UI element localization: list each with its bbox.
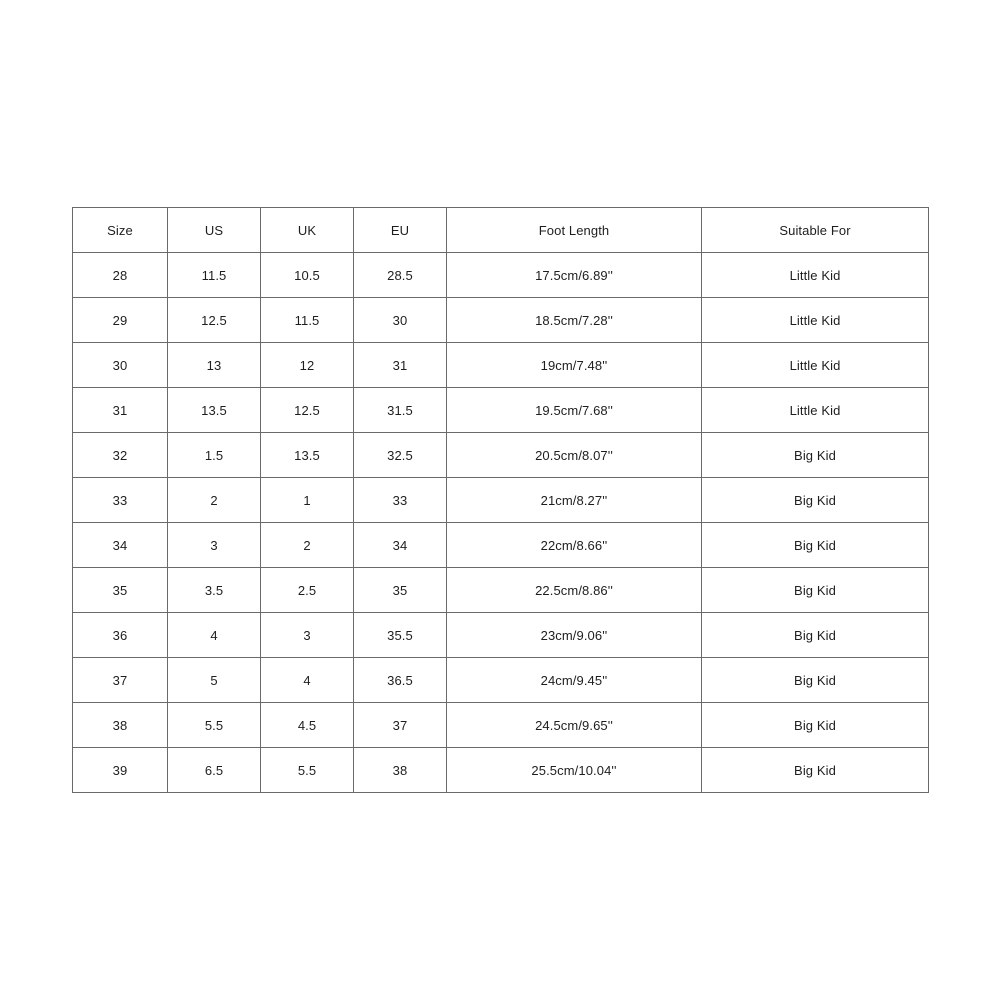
cell-us: 2 bbox=[168, 478, 261, 523]
cell-eu: 28.5 bbox=[354, 253, 447, 298]
cell-suitable-for: Big Kid bbox=[702, 433, 929, 478]
cell-eu: 34 bbox=[354, 523, 447, 568]
cell-foot-length: 22cm/8.66'' bbox=[447, 523, 702, 568]
cell-eu: 32.5 bbox=[354, 433, 447, 478]
cell-uk: 12.5 bbox=[261, 388, 354, 433]
cell-us: 13.5 bbox=[168, 388, 261, 433]
cell-eu: 31 bbox=[354, 343, 447, 388]
cell-uk: 12 bbox=[261, 343, 354, 388]
cell-uk: 4 bbox=[261, 658, 354, 703]
cell-uk: 2 bbox=[261, 523, 354, 568]
cell-suitable-for: Big Kid bbox=[702, 658, 929, 703]
header-size: Size bbox=[73, 208, 168, 253]
table-row bbox=[73, 478, 929, 523]
table-row bbox=[73, 343, 929, 388]
table-row bbox=[73, 748, 929, 793]
table-row bbox=[73, 658, 929, 703]
header-suitable-for: Suitable For bbox=[702, 208, 929, 253]
cell-foot-length: 19.5cm/7.68'' bbox=[447, 388, 702, 433]
cell-suitable-for: Big Kid bbox=[702, 478, 929, 523]
cell-suitable-for: Little Kid bbox=[702, 388, 929, 433]
cell-foot-length: 17.5cm/6.89'' bbox=[447, 253, 702, 298]
cell-uk: 1 bbox=[261, 478, 354, 523]
cell-size: 34 bbox=[73, 523, 168, 568]
cell-size: 31 bbox=[73, 388, 168, 433]
table-row bbox=[73, 568, 929, 613]
cell-us: 5.5 bbox=[168, 703, 261, 748]
cell-suitable-for: Big Kid bbox=[702, 523, 929, 568]
table-row bbox=[73, 298, 929, 343]
cell-suitable-for: Little Kid bbox=[702, 253, 929, 298]
cell-size: 35 bbox=[73, 568, 168, 613]
cell-size: 30 bbox=[73, 343, 168, 388]
cell-us: 3.5 bbox=[168, 568, 261, 613]
cell-us: 6.5 bbox=[168, 748, 261, 793]
cell-suitable-for: Big Kid bbox=[702, 748, 929, 793]
cell-eu: 35 bbox=[354, 568, 447, 613]
cell-eu: 36.5 bbox=[354, 658, 447, 703]
cell-eu: 30 bbox=[354, 298, 447, 343]
cell-size: 29 bbox=[73, 298, 168, 343]
cell-size: 33 bbox=[73, 478, 168, 523]
cell-suitable-for: Big Kid bbox=[702, 613, 929, 658]
cell-us: 4 bbox=[168, 613, 261, 658]
cell-us: 11.5 bbox=[168, 253, 261, 298]
cell-size: 39 bbox=[73, 748, 168, 793]
cell-uk: 3 bbox=[261, 613, 354, 658]
cell-eu: 35.5 bbox=[354, 613, 447, 658]
header-uk: UK bbox=[261, 208, 354, 253]
table-header-row bbox=[73, 208, 929, 253]
table-row bbox=[73, 523, 929, 568]
cell-size: 38 bbox=[73, 703, 168, 748]
cell-us: 3 bbox=[168, 523, 261, 568]
cell-suitable-for: Little Kid bbox=[702, 298, 929, 343]
cell-us: 13 bbox=[168, 343, 261, 388]
cell-foot-length: 23cm/9.06'' bbox=[447, 613, 702, 658]
cell-uk: 13.5 bbox=[261, 433, 354, 478]
cell-size: 37 bbox=[73, 658, 168, 703]
cell-uk: 11.5 bbox=[261, 298, 354, 343]
cell-suitable-for: Big Kid bbox=[702, 703, 929, 748]
table-row bbox=[73, 613, 929, 658]
cell-size: 32 bbox=[73, 433, 168, 478]
cell-suitable-for: Little Kid bbox=[702, 343, 929, 388]
table-row bbox=[73, 388, 929, 433]
header-us: US bbox=[168, 208, 261, 253]
cell-uk: 4.5 bbox=[261, 703, 354, 748]
cell-foot-length: 24.5cm/9.65'' bbox=[447, 703, 702, 748]
size-chart-table bbox=[72, 207, 929, 793]
header-eu: EU bbox=[354, 208, 447, 253]
cell-size: 36 bbox=[73, 613, 168, 658]
cell-uk: 5.5 bbox=[261, 748, 354, 793]
cell-eu: 37 bbox=[354, 703, 447, 748]
cell-eu: 38 bbox=[354, 748, 447, 793]
cell-size: 28 bbox=[73, 253, 168, 298]
cell-foot-length: 22.5cm/8.86'' bbox=[447, 568, 702, 613]
cell-foot-length: 21cm/8.27'' bbox=[447, 478, 702, 523]
cell-uk: 10.5 bbox=[261, 253, 354, 298]
table-row bbox=[73, 433, 929, 478]
cell-eu: 33 bbox=[354, 478, 447, 523]
cell-foot-length: 19cm/7.48'' bbox=[447, 343, 702, 388]
cell-us: 1.5 bbox=[168, 433, 261, 478]
cell-foot-length: 24cm/9.45'' bbox=[447, 658, 702, 703]
table-row bbox=[73, 253, 929, 298]
cell-foot-length: 25.5cm/10.04'' bbox=[447, 748, 702, 793]
cell-suitable-for: Big Kid bbox=[702, 568, 929, 613]
cell-us: 12.5 bbox=[168, 298, 261, 343]
table-row bbox=[73, 703, 929, 748]
cell-foot-length: 20.5cm/8.07'' bbox=[447, 433, 702, 478]
cell-eu: 31.5 bbox=[354, 388, 447, 433]
header-foot-length: Foot Length bbox=[447, 208, 702, 253]
cell-foot-length: 18.5cm/7.28'' bbox=[447, 298, 702, 343]
cell-uk: 2.5 bbox=[261, 568, 354, 613]
cell-us: 5 bbox=[168, 658, 261, 703]
